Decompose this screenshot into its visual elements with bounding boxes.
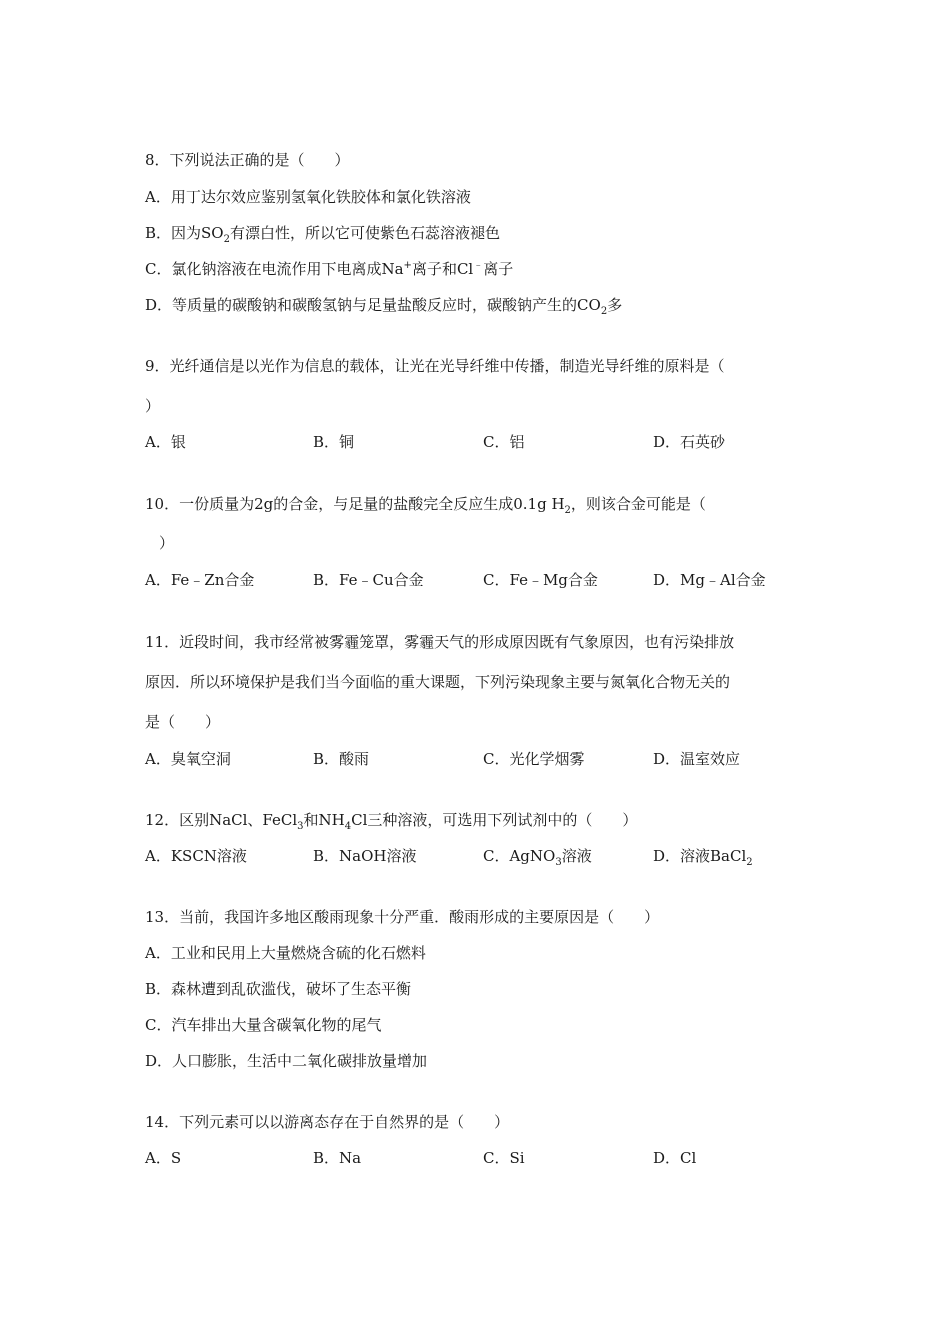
q12-c-text: C．AgNO [483,847,556,865]
q14-stem: 14．下列元素可以以游离态存在于自然界的是（ ） [145,1113,510,1131]
q12-option-d[interactable] [653,846,753,866]
q11-stem-line1: 11．近段时间，我市经常被雾霾笼罩，雾霾天气的形成原因既有气象原因，也有污染排放 [145,633,735,651]
q8-b-text-end: 有漂白性，所以它可使紫色石蕊溶液褪色 [229,224,500,242]
q12-d-subscript: 2 [746,857,753,868]
q10-stem-line1 [145,494,706,514]
q14-option-b[interactable]: B．Na [313,1149,362,1167]
q11-stem-line3: 是（ ） [145,713,221,731]
q10-option-a[interactable]: A．Fe﹣Zn合金 [145,571,255,589]
q14-option-a[interactable]: A．S [145,1149,182,1167]
q8-stem: 8．下列说法正确的是（ ） [145,151,350,169]
q8-c-sup-plus: + [403,260,412,271]
q12-stem-subscript-1: 3 [297,821,304,832]
q11-stem-line2: 原因．所以环境保护是我们当今面临的重大课题，下列污染现象主要与氮氧化合物无关的 [145,673,731,691]
q9-stem-line1: 9．光纤通信是以光作为信息的载体，让光在光导纤维中传播，制造光导纤维的原料是（ [145,357,725,375]
q13-option-a[interactable]: A．工业和民用上大量燃烧含硫的化石燃料 [145,944,426,962]
q10-stem-text-end: ，则该合金可能是（ [570,495,706,513]
q8-c-sup-minus: ﹣ [473,260,484,271]
q8-option-c[interactable] [145,259,513,279]
q11-option-d[interactable]: D．温室效应 [653,750,741,768]
q9-option-c[interactable]: C．铝 [483,433,525,451]
q8-c-text: C．氯化钠溶液在电流作用下电离成Na [145,260,404,278]
q13-option-c[interactable]: C．汽车排出大量含碳氧化物的尾气 [145,1016,382,1034]
q12-c-subscript: 3 [555,857,562,868]
q8-option-a[interactable]: A．用丁达尔效应鉴别氢氧化铁胶体和氯化铁溶液 [145,188,471,206]
q13-stem: 13．当前，我国许多地区酸雨现象十分严重．酸雨形成的主要原因是（ ） [145,908,660,926]
q10-stem-line2: ） [159,534,175,552]
q8-option-d[interactable] [145,295,622,315]
q11-option-b[interactable]: B．酸雨 [313,750,370,768]
q8-b-text: B．因为SO [145,224,224,242]
q12-c-text-end: 溶液 [561,847,592,865]
q12-option-a[interactable]: A．KSCN溶液 [145,847,247,865]
q8-option-b[interactable] [145,223,500,243]
q14-option-d[interactable]: D．Cl [653,1149,697,1167]
q8-c-text-mid: 离子和Cl [411,260,474,278]
q12-stem-text: 12．区别NaCl、FeCl [145,811,298,829]
q10-stem-subscript: 2 [564,505,571,516]
q11-option-a[interactable]: A．臭氧空洞 [145,750,231,768]
q14-option-c[interactable]: C．Si [483,1149,525,1167]
q8-d-text: D．等质量的碳酸钠和碳酸氢钠与足量盐酸反应时，碳酸钠产生的CO [145,296,601,314]
q12-option-c[interactable] [483,846,592,866]
q12-stem-text-end: Cl三种溶液，可选用下列试剂中的（ ） [351,811,638,829]
q12-stem [145,810,637,830]
q12-option-b[interactable]: B．NaOH溶液 [313,847,417,865]
q12-stem-text-mid: 和NH [303,811,345,829]
q8-d-subscript: 2 [600,306,608,317]
q10-stem-text: 10．一份质量为2g的合金，与足量的盐酸完全反应生成0.1g H [145,495,565,513]
q9-option-d[interactable]: D．石英砂 [653,433,726,451]
q12-stem-subscript-2: 4 [344,821,352,832]
q8-b-subscript: 2 [223,234,230,245]
q10-option-c[interactable]: C．Fe﹣Mg合金 [483,571,598,589]
q11-option-c[interactable]: C．光化学烟雾 [483,750,585,768]
q9-option-b[interactable]: B．铜 [313,433,355,451]
q10-option-b[interactable]: B．Fe﹣Cu合金 [313,571,424,589]
q8-c-text-end: 离子 [483,260,514,278]
q9-option-a[interactable]: A．银 [145,433,186,451]
q9-stem-line2: ） [145,397,161,415]
q8-d-text-end: 多 [607,296,623,314]
q13-option-b[interactable]: B．森林遭到乱砍滥伐，破坏了生态平衡 [145,980,412,998]
q12-d-text: D．溶液BaCl [653,847,747,865]
q10-option-d[interactable]: D．Mg﹣Al合金 [653,571,766,589]
q13-option-d[interactable]: D．人口膨胀，生活中二氧化碳排放量增加 [145,1052,428,1070]
